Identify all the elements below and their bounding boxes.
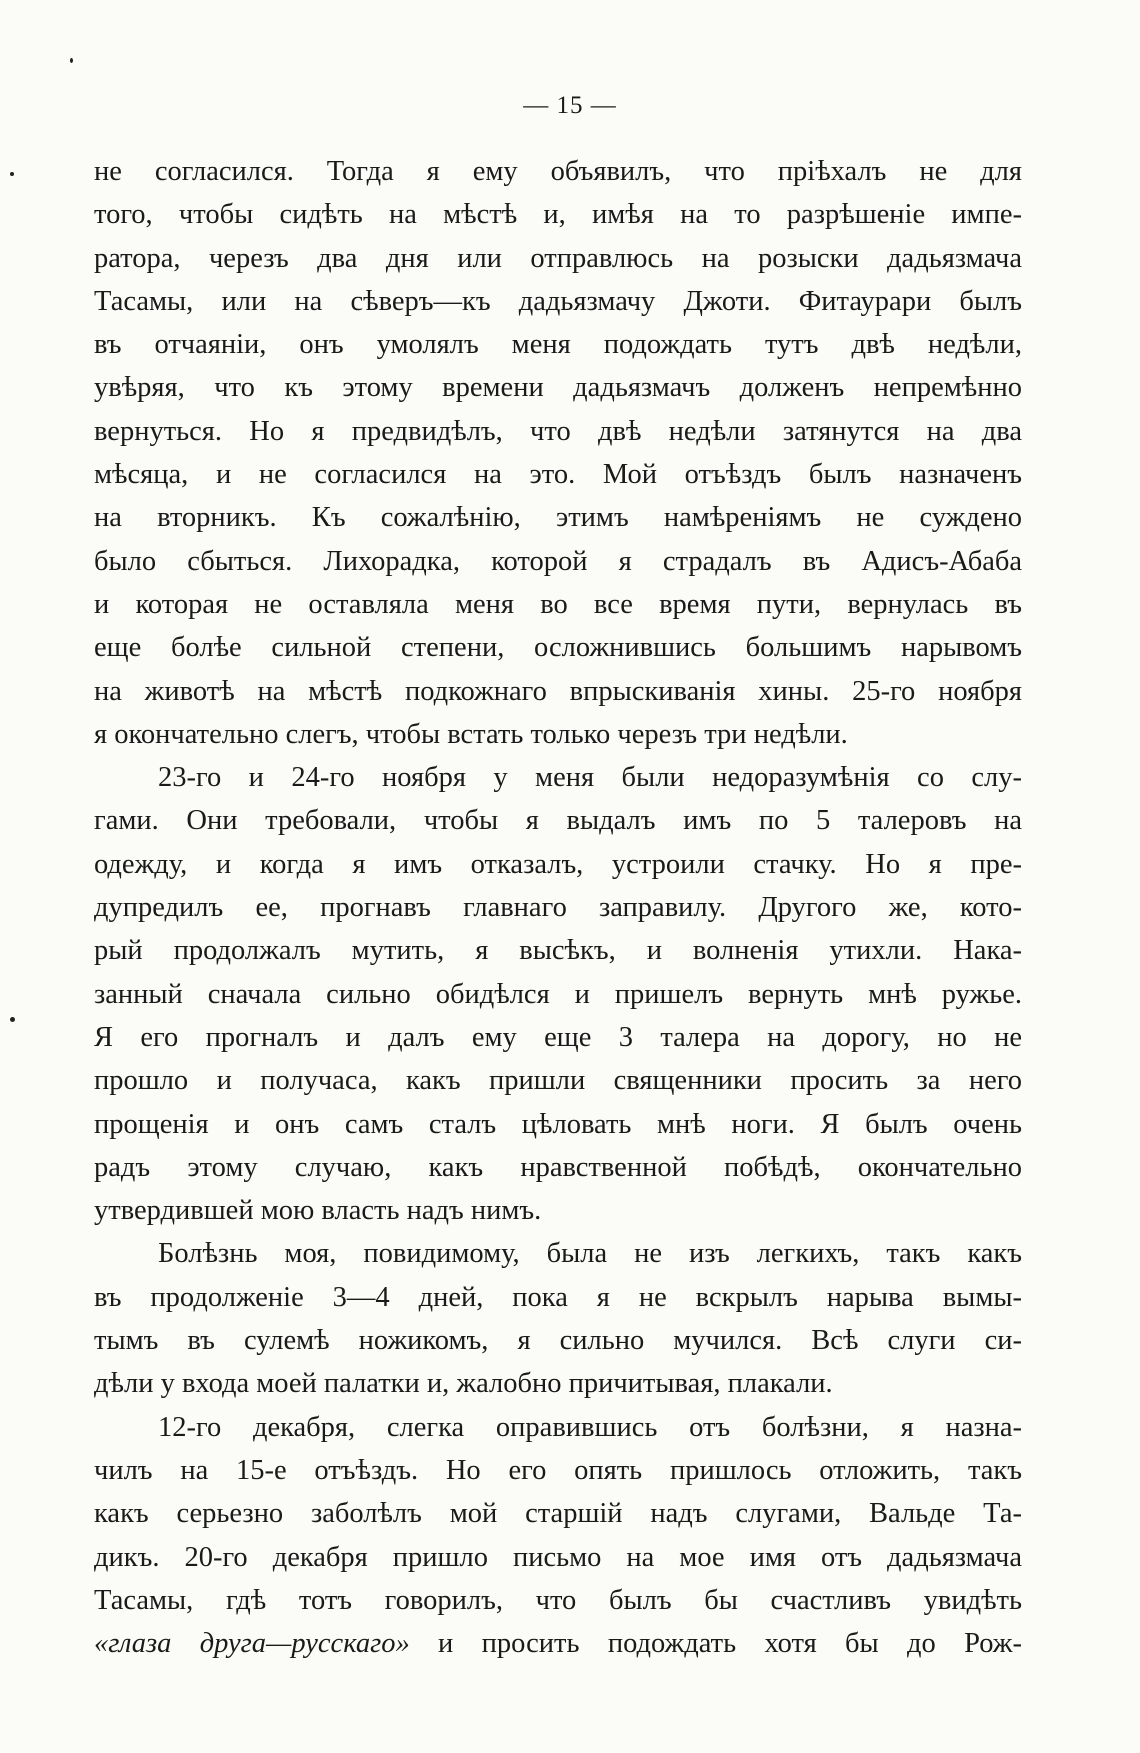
text-line: я окончательно слегъ, чтобы встать только черезъ три недѣли.: [94, 718, 848, 750]
text-line: утвердившей мою власть надъ нимъ.: [94, 1195, 542, 1227]
text-line: дупредилъ ее, прогнавъ главнаго заправилу. Другого же, кото-: [94, 892, 1022, 924]
text-line: дѣли у входа моей палатки и, жалобно причитывая, плакали.: [94, 1368, 833, 1400]
text-line: одежду, и когда я имъ отказалъ, устроили стачку. Но я пре-: [94, 848, 1022, 880]
text-line: дикъ. 20-го декабря пришло письмо на мое имя отъ дадьязмача: [94, 1541, 1022, 1573]
text-line: на вторникъ. Къ сожалѣнію, этимъ намѣреніямъ не суждено: [94, 502, 1022, 534]
text-line: Я его прогналъ и далъ ему еще 3 талера на дорогу, но не: [94, 1021, 1022, 1053]
text-line: того, чтобы сидѣть на мѣстѣ и, имѣя на то разрѣшеніе импе-: [94, 199, 1022, 231]
text-line: прощенія и онъ самъ сталъ цѣловать мнѣ ноги. Я былъ очень: [94, 1108, 1022, 1140]
text-line: Тасамы, гдѣ тотъ говорилъ, что былъ бы счастливъ увидѣть: [94, 1584, 1022, 1616]
text-line: и которая не оставляла меня во все время пути, вернулась въ: [94, 588, 1022, 620]
text-line-rest: и просить подождать хотя бы до Рож-: [409, 1628, 1022, 1660]
text-line: было сбыться. Лихорадка, которой я страдалъ въ Адисъ-Абаба: [94, 545, 1022, 577]
text-line: еще болѣе сильной степени, осложнившись большимъ нарывомъ: [94, 632, 1022, 664]
text-line: на животѣ на мѣстѣ подкожнаго впрыскиванія хины. 25-го ноября: [94, 675, 1022, 707]
text-line: 12-го декабря, слегка оправившись отъ болѣзни, я назна-: [158, 1411, 1022, 1443]
page-number: — 15 —: [523, 92, 617, 119]
text-line: какъ серьезно заболѣлъ мой старшій надъ слугами, Вальде Та-: [94, 1498, 1022, 1530]
text-line: прошло и получаса, какъ пришли священники просить за него: [94, 1065, 1022, 1097]
text-line: 23-го и 24-го ноября у меня были недоразумѣнія со слу-: [158, 762, 1022, 794]
text-line: радъ этому случаю, какъ нравственной побѣдѣ, окончательно: [94, 1151, 1022, 1183]
text-line: вернуться. Но я предвидѣлъ, что двѣ недѣли затянутся на два: [94, 415, 1022, 447]
text-line: ратора, черезъ два дня или отправлюсь на розыски дадьязмача: [94, 242, 1022, 274]
text-line: въ отчаяніи, онъ умолялъ меня подождать тутъ двѣ недѣли,: [94, 329, 1022, 361]
text-line: Болѣзнь моя, повидимому, была не изъ легкихъ, такъ какъ: [158, 1238, 1022, 1270]
body-text: [94, 150, 1022, 1665]
text-line: Тасамы, или на сѣверъ—къ дадьязмачу Джоти. Фитаурари былъ: [94, 285, 1022, 317]
ink-speck: [70, 58, 73, 63]
text-line: не согласился. Тогда я ему объявилъ, что пріѣхалъ не для: [94, 156, 1022, 187]
text-line: занный сначала сильно обидѣлся и пришелъ вернуть мнѣ ружье.: [94, 978, 1022, 1010]
text-line: въ продолженіе 3—4 дней, пока я не вскрылъ нарыва вымы-: [94, 1281, 1022, 1313]
text-line: гами. Они требовали, чтобы я выдалъ имъ по 5 талеровъ на: [94, 805, 1022, 837]
ink-speck: [10, 172, 14, 176]
text-line: увѣряя, что къ этому времени дадьязмачъ долженъ непремѣнно: [94, 372, 1022, 404]
text-line: рый продолжалъ мутить, я высѣкъ, и волненія утихли. Нака-: [94, 935, 1022, 967]
text-line-final: [94, 1622, 1022, 1665]
text-line: чилъ на 15-е отъѣздъ. Но его опять пришлось отложить, такъ: [94, 1454, 1022, 1486]
ink-speck: [10, 1017, 15, 1022]
quoted-phrase: «глаза друга—русскаго»: [94, 1628, 410, 1660]
text-line: мѣсяца, и не согласился на это. Мой отъѣздъ былъ назначенъ: [94, 459, 1022, 491]
text-line: тымъ въ сулемѣ ножикомъ, я сильно мучился. Всѣ слуги си-: [94, 1325, 1022, 1357]
